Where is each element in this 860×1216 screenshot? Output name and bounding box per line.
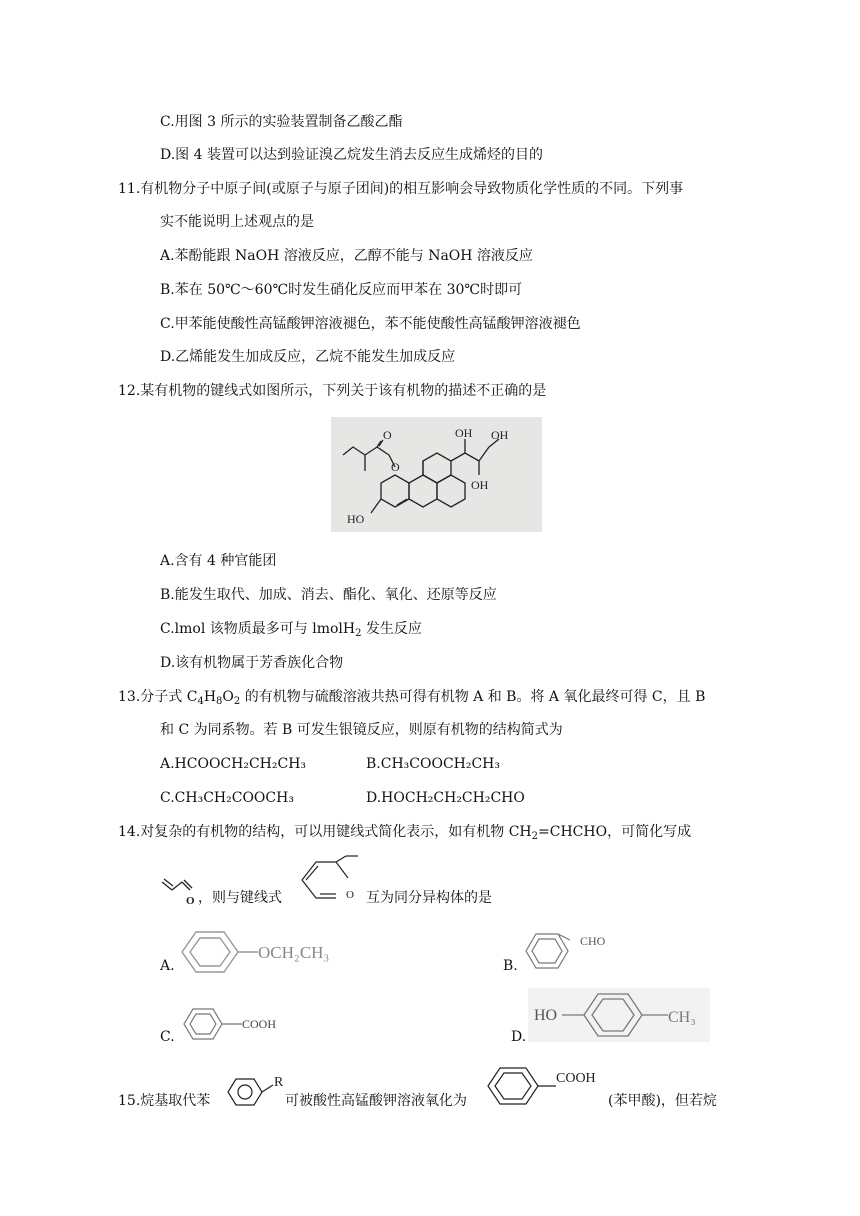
q14-option-d-label: D. [511,1029,527,1045]
q12-oh-right: OH [491,428,509,442]
q11-option-d: D.乙烯能发生加成反应，乙烷不能发生加成反应 [160,349,456,365]
q12-oh-mid: OH [471,478,489,492]
q12-option-b: B.能发生取代、加成、消去、酯化、氧化、还原等反应 [160,587,497,603]
q13-option-b: B.CH₃COOCH₂CH₃ [366,756,501,772]
q15-benzoic-acid [484,1058,608,1110]
q12-structure-figure [331,417,542,532]
q11-stem-line2: 实不能说明上述观点的是 [160,214,314,230]
q11-option-a: A.苯酚能跟 NaOH 溶液反应，乙醇不能与 NaOH 溶液反应 [160,248,533,264]
svg-text:COOH: COOH [242,1017,277,1031]
q15-alkylbenzene [225,1070,287,1110]
q11-option-b: B.苯在 50℃～60℃时发生硝化反应而甲苯在 30℃时即可 [160,282,523,298]
q14-option-d-structure [528,988,710,1042]
q12-option-c: C.lmol 该物质最多可与 lmolH$_2$ 发生反应 [160,621,422,639]
q15-stem-pre: 15.烷基取代苯 [118,1093,211,1109]
q14-stem-mid: ，则与键线式 [198,890,282,906]
q12-option-a: A.含有 4 种官能团 [160,553,277,569]
q12-structure-svg [331,417,542,532]
svg-text:O: O [186,895,195,906]
q15-stem-mid: 可被酸性高锰酸钾溶液氧化为 [285,1093,467,1109]
q13-stem-line1: 13.分子式 $C_4H_8O_2$ 的有机物与硫酸溶液共热可得有机物 A 和 B。将 A 氧化最终可得 C，且 B [118,689,706,707]
q14-stem-post: 互为同分异构体的是 [366,890,492,906]
pyran-skeletal [296,854,364,910]
q12-carbonyl-o: O [383,428,392,442]
svg-text:CHO: CHO [580,934,606,948]
q13-option-c: C.CH₃CH₂COOCH₃ [160,790,294,806]
q14-option-b-label: B. [503,958,518,974]
q12-option-d: D.该有机物属于芳香族化合物 [160,655,344,671]
svg-text:CH₃: CH₃ [668,1009,696,1026]
q14-option-a-structure [174,928,344,976]
acrolein-skeletal [160,870,196,906]
svg-text:O: O [346,889,354,901]
q10-option-d: D.图 4 装置可以达到验证溴乙烷发生消去反应生成烯烃的目的 [160,147,543,163]
q13-option-d: D.HOCH₂CH₂CH₂CHO [366,790,525,806]
q15-stem-post: (苯甲酸)，但若烷 [608,1093,717,1109]
q14-option-c-structure [178,1002,298,1046]
q12-ester-o: O [391,460,400,474]
q11-option-c: C.甲苯能使酸性高锰酸钾溶液褪色，苯不能使酸性高锰酸钾溶液褪色 [160,316,581,332]
q12-stem: 12.某有机物的键线式如图所示，下列关于该有机物的描述不正确的是 [118,383,547,399]
svg-text:R: R [274,1075,284,1090]
q12-cooh-label: OH [455,426,473,440]
q11-stem-line1: 11.有机物分子中原子间(或原子与原子团间)的相互影响会导致物质化学性质的不同。下列事 [118,181,684,197]
svg-text:OCH₂CH₃: OCH₂CH₃ [258,943,330,962]
svg-text:HO: HO [534,1007,558,1024]
svg-text:COOH: COOH [556,1071,596,1086]
q12-ho-label: HO [347,512,365,526]
q13-stem-line2: 和 C 为同系物。若 B 可发生银镜反应，则原有机物的结构简式为 [160,722,563,738]
q10-option-c: C.用图 3 所示的实验装置制备乙酸乙酯 [160,114,403,130]
q14-option-b-structure [520,926,630,976]
q14-option-c-label: C. [160,1029,175,1045]
q13-option-a: A.HCOOCH₂CH₂CH₃ [160,756,307,772]
q14-option-a-label: A. [160,958,175,974]
q14-stem-line1: 14.对复杂的有机物的结构，可以用键线式简化表示，如有机物 $CH_2=CHCHO$，可简化写成 [118,824,692,842]
